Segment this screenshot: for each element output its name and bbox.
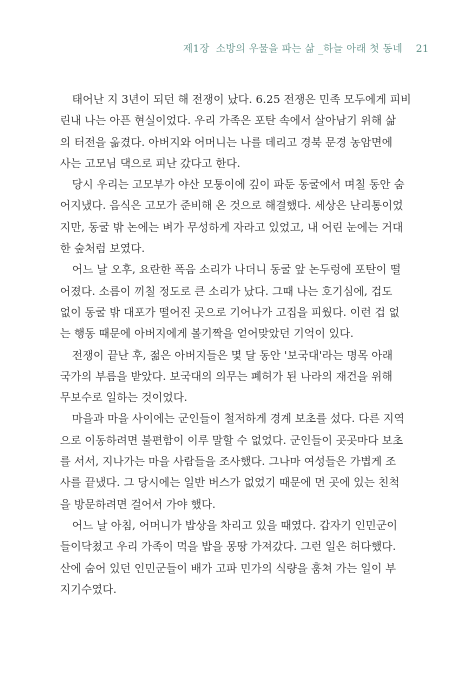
- text-line: 국가의 부름을 받았다. 보국대의 의무는 폐허가 된 나라의 재건을 위해: [60, 369, 393, 383]
- chapter-title: 소방의 우물을 파는 삶 _하늘 아래 첫 동네: [215, 44, 403, 55]
- text-line: 태어난 지 3년이 되던 해 전쟁이 났다. 6.25 전쟁은 민족 모두에게 피비: [72, 93, 412, 106]
- running-header: [183, 40, 429, 55]
- text-line: 사는 고모님 댁으로 피난 갔다고 한다.: [60, 156, 241, 170]
- text-line: 의 터전을 옮겼다. 아버지와 어머니는 나를 데리고 경북 문경 농암면에: [60, 135, 393, 149]
- text-line: 어느 날 오후, 요란한 폭음 소리가 나더니 동굴 앞 논두렁에 포탄이 떨: [72, 263, 401, 277]
- text-line: 으로 이동하려면 불편함이 이루 말할 수 없었다. 군인들이 곳곳마다 보초: [60, 433, 404, 447]
- text-line: 어느 날 아침, 어머니가 밥상을 차리고 있을 때였다. 갑자기 인민군이: [72, 518, 398, 532]
- chapter-label: 제1장: [183, 44, 210, 55]
- paragraph: [60, 89, 410, 174]
- text-line: 지기수였다.: [60, 582, 117, 596]
- text-line: 마을과 마을 사이에는 군인들이 철저하게 경계 보초를 섰다. 다른 지역: [72, 412, 405, 426]
- text-line: 무보수로 일하는 것이었다.: [60, 391, 188, 405]
- text-line: 지만, 동굴 밖 논에는 벼가 무성하게 자라고 있었고, 내 어린 눈에는 거대: [60, 220, 403, 234]
- text-line: 전쟁이 끝난 후, 젊은 아버지들은 몇 달 동안 '보국대'라는 명목 아래: [72, 348, 393, 362]
- text-line: 를 서서, 지나가는 마을 사람들을 조사했다. 그나마 여성들은 가볍게 조: [60, 455, 396, 469]
- text-line: 당시 우리는 고모부가 야산 모퉁이에 깊이 파둔 동굴에서 며칠 동안 숨: [72, 178, 405, 192]
- text-line: 사를 끝냈다. 그 당시에는 일반 버스가 없었기 때문에 먼 곳에 있는 친척: [60, 476, 400, 490]
- paragraph: [60, 408, 410, 514]
- page-number: 21: [415, 44, 429, 55]
- text-line: 어졌다. 소름이 끼칠 정도로 큰 소리가 났다. 그때 나는 호기심에, 겁도: [60, 284, 393, 298]
- text-line: 린내 나는 아픈 현실이었다. 우리 가족은 포탄 속에서 살아남기 위해 삶: [60, 114, 396, 128]
- body-text: [60, 89, 410, 600]
- text-line: 산에 숨어 있던 인민군들이 배가 고파 민가의 식량을 훔쳐 가는 일이 부: [60, 561, 396, 575]
- text-line: 한 숲처럼 보였다.: [60, 242, 145, 256]
- text-line: 들이닥쳤고 우리 가족이 먹을 밥을 몽땅 가져갔다. 그런 일은 허다했다.: [60, 540, 396, 554]
- text-line: 는 행동 때문에 아버지에게 볼기짝을 얻어맞았던 기억이 있다.: [60, 327, 354, 341]
- paragraph: [60, 345, 410, 409]
- text-line: 어지냈다. 음식은 고모가 준비해 온 것으로 해결했다. 세상은 난리통이었: [60, 199, 404, 213]
- paragraph: [60, 174, 410, 259]
- text-line: 을 방문하려면 걸어서 가야 했다.: [60, 497, 216, 511]
- paragraph: [60, 515, 410, 600]
- paragraph: [60, 259, 410, 344]
- text-line: 없이 동굴 밖 대포가 떨어진 곳으로 기어나가 고집을 피웠다. 이런 겁 없: [60, 305, 400, 319]
